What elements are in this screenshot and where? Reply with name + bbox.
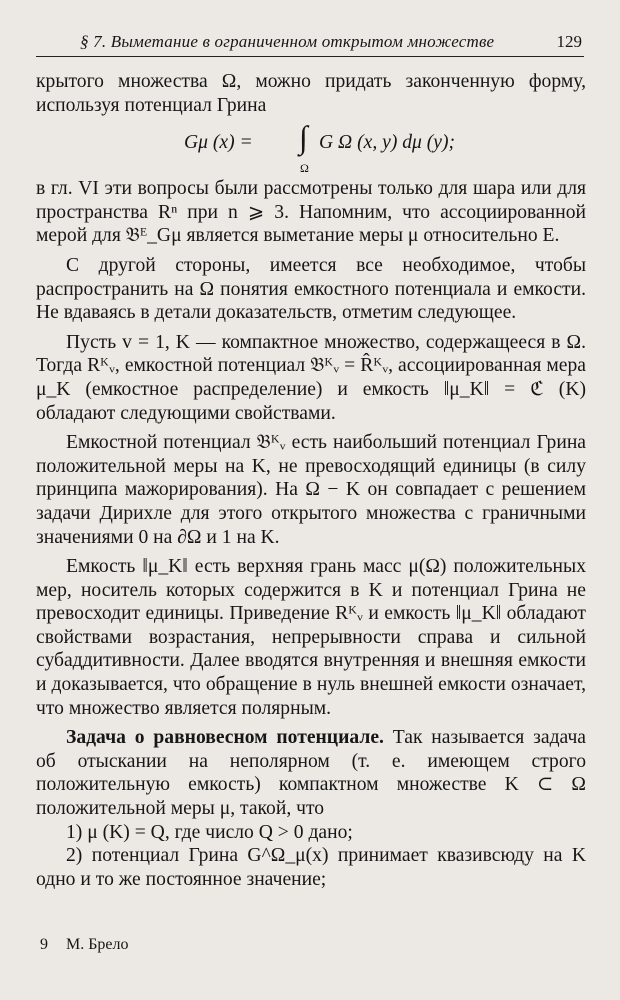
paragraph: С другой стороны, имеется все необходимое, чтобы распространить на Ω понятия емкостного потенциала и емкости. Не вдаваясь в детали доказательств, отметим следующее. (36, 254, 586, 324)
list-item: 2) потенциал Грина G^Ω_μ(x) принимает квазивсюду на K одно и то же постоянное значение; (36, 845, 586, 890)
footer (40, 936, 129, 954)
paragraph: Емкостной потенциал 𝔅ᴷᵥ есть наибольший потенциал Грина положительной меры на K, не превосходящий единицы (в силу принципа мажорирования). На Ω − K он совпадает с решением задачи Дирихле для этого открытого множества с граничными значениями 0 на ∂Ω и 1 на K. (36, 432, 586, 548)
paragraph: крытого множества Ω, можно придать законченную форму, используя потенциал Грина (36, 71, 586, 116)
running-header (36, 30, 584, 57)
bold-term: Задача о равновесном потенциале. (66, 727, 384, 749)
paragraph-text: Так называется задача об отыскании на неполярном (т. е. имеющем строго положительную емкость) компактном множестве K ⊂ Ω положительной меры μ, такой, что (36, 727, 586, 820)
formula-lhs: Gμ (x) = (184, 132, 253, 154)
integral-domain: Ω (300, 161, 309, 176)
page-number: 129 (556, 32, 582, 51)
paragraph (36, 726, 586, 820)
green-potential-formula (36, 119, 586, 176)
paragraph: в гл. VI эти вопросы были рассмотрены только для шара или для пространства Rⁿ при n ⩾ 3. Напомним, что ассоциированной мерой для 𝔅ᴱ_Gμ является выметание меры μ относительно E. (36, 178, 586, 247)
formula-rhs: G Ω (x, y) dμ (y); (319, 132, 456, 154)
paragraph: Емкость ‖μ_K‖ есть верхняя грань масс μ(Ω) положительных мер, носитель которых содержится в K и потенциал Грина не превосходит единицы. Приведение Rᴷᵥ и емкость ‖μ_K‖ обладают свойствами возрастания, непрерывности справа и сильной субаддитивности. Далее вводятся внутренняя и внешняя емкости и доказывается, что обращение в нуль внешней емкости означает, что множество является полярным. (36, 556, 586, 719)
paragraph: Пусть v = 1, K — компактное множество, содержащееся в Ω. Тогда Rᴷᵥ, емкостной потенциал 𝔅ᴷᵥ = R̂ᴷᵥ, ассоциированная мера μ_K (емкостное распределение) и емкость ‖μ_K‖ = ℭ (K) обладают следующими свойствами. (36, 331, 586, 424)
list-item: 1) μ (K) = Q, где число Q > 0 дано; (66, 821, 353, 843)
section-title: § 7. Выметание в ограниченном открытом множестве (80, 32, 495, 51)
signature-mark: 9 (40, 936, 48, 953)
integral-sign: ∫ (299, 119, 308, 156)
author-name: М. Брело (66, 936, 129, 953)
body-text (36, 70, 586, 891)
